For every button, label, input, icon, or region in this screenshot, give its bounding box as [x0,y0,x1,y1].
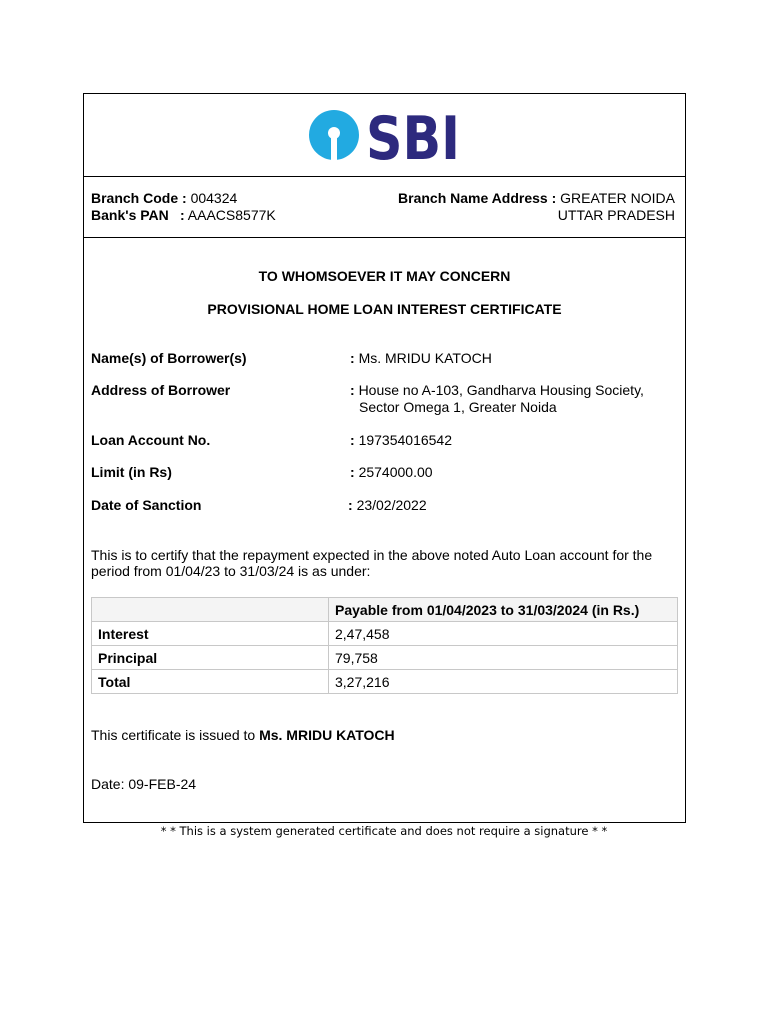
colon: : [350,464,355,480]
table-row [92,670,678,694]
bank-pan: AAACS8577K [187,207,276,223]
row-label: Interest [92,622,329,646]
sanction-date-value [348,497,427,514]
table-row [92,646,678,670]
sanction-date: 23/02/2022 [356,497,427,513]
system-generated-note: * * This is a system generated certificate and does not require a signature * * [160,824,608,838]
sbi-keyhole-logo-icon [308,104,464,174]
bank-pan-colon: : [180,207,185,223]
branch-name-line1: GREATER NOIDA [560,190,675,206]
sbi-logo-text: SBI [366,104,460,174]
address-line2: Sector Omega 1, Greater Noida [359,399,557,415]
issued-to-line [91,727,671,743]
loan-account: 197354016542 [358,432,452,448]
branch-code: 004324 [190,190,238,206]
repayment-table [91,597,678,694]
bank-pan-label: Bank's PAN [91,207,169,223]
row-amount: 79,758 [329,646,678,670]
row-amount: 3,27,216 [329,670,678,694]
colon: : [348,497,353,513]
colon: : [350,382,355,398]
row-amount: 2,47,458 [329,622,678,646]
loan-account-label: Loan Account No. [91,432,211,448]
issued-prefix: This certificate is issued to [91,727,260,743]
table-header-cell [92,598,329,622]
borrower-name-value [350,350,492,367]
borrower-address-value [350,382,644,416]
certificate-frame [83,93,686,823]
limit: 2574000.00 [358,464,433,480]
table-row [92,622,678,646]
branch-name-label: Branch Name Address : [398,190,561,206]
sanction-date-label: Date of Sanction [91,497,202,513]
branch-details [84,177,685,238]
colon: : [350,350,355,366]
certificate-date: Date: 09-FEB-24 [91,776,197,792]
colon: : [350,432,355,448]
issued-name: Ms. MRIDU KATOCH [259,727,395,743]
borrower-name: Ms. MRIDU KATOCH [358,350,492,366]
borrower-address-label: Address of Borrower [91,382,231,398]
row-label: Principal [92,646,329,670]
branch-name-line2: UTTAR PRADESH [557,207,675,223]
address-line1: House no A-103, Gandharva Housing Society, [358,382,644,398]
limit-value [350,464,433,481]
logo-header [84,94,685,177]
branch-code-label: Branch Code : [91,190,191,206]
borrower-name-label: Name(s) of Borrower(s) [91,350,247,366]
certify-paragraph: This is to certify that the repayment expected in the above noted Auto Loan account for the period from 01/04/23 to 31/03/24 is as under: [91,547,653,579]
limit-label: Limit (in Rs) [91,464,172,480]
certificate-title: PROVISIONAL HOME LOAN INTEREST CERTIFICATE [207,301,562,317]
table-header-row [92,598,678,622]
loan-account-value [350,432,452,449]
concern-title: TO WHOMSOEVER IT MAY CONCERN [258,268,511,284]
row-label: Total [92,670,329,694]
table-header-cell: Payable from 01/04/2023 to 31/03/2024 (in Rs.) [329,598,678,622]
